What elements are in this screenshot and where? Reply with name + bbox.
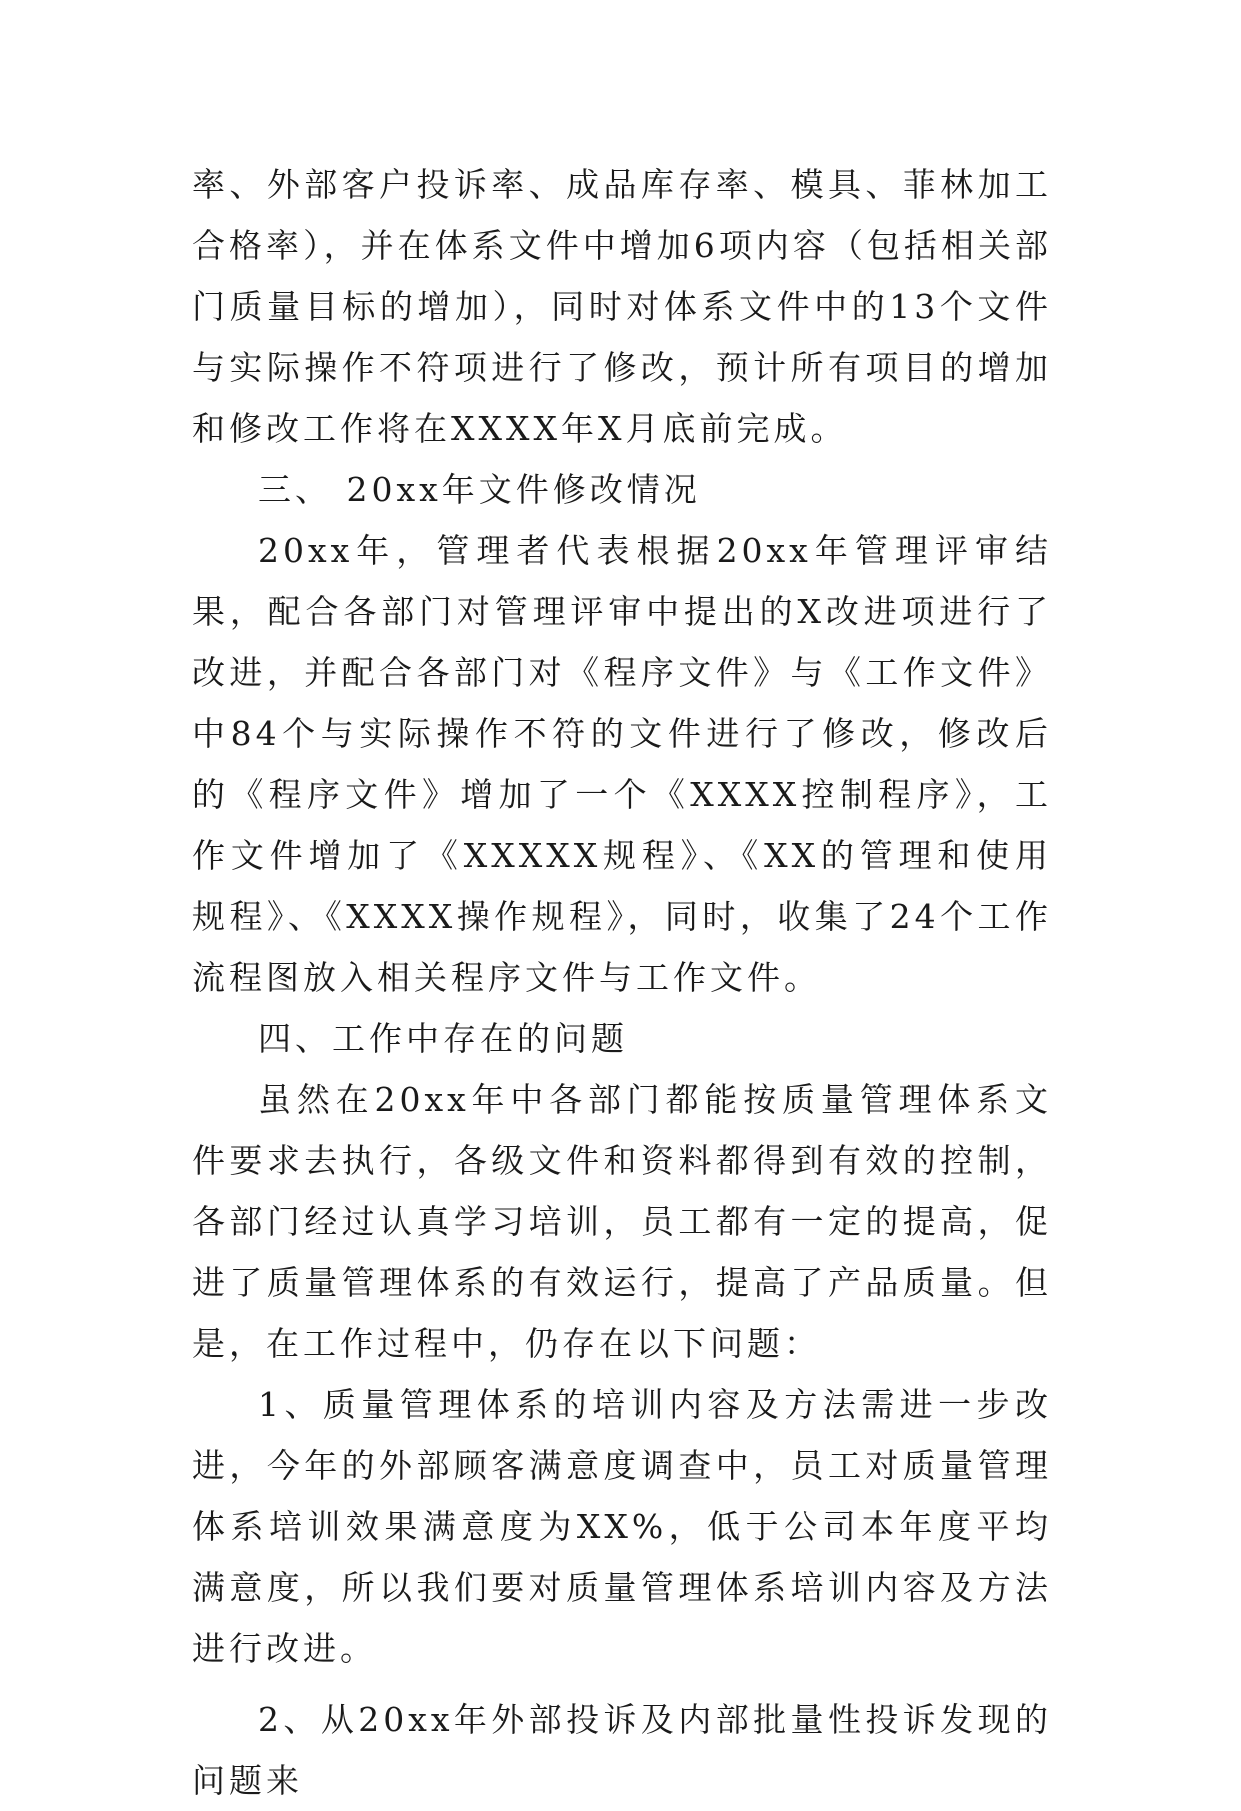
paragraph-quality-targets-continued: 率、外部客户投诉率、成品库存率、模具、菲林加工合格率），并在体系文件中增加6项内容（包括相关部门质量目标的增加），同时对体系文件中的13个文件与实际操作不符项进行了修改，预计所有项目的增加和修改工作将在XXXX年X月底前完成。: [192, 165, 1052, 448]
paragraph-problem-1: 1、质量管理体系的培训内容及方法需进一步改进，今年的外部顾客满意度调查中，员工对质量管理体系培训效果满意度为XX%，低于公司本年度平均满意度，所以我们要对质量管理体系培训内容及方法进行改进。: [192, 1385, 1052, 1668]
paragraph-problems-intro: 虽然在20xx年中各部门都能按质量管理体系文件要求去执行，各级文件和资料都得到有效的控制，各部门经过认真学习培训，员工都有一定的提高，促进了质量管理体系的有效运行，提高了产品质量。但是，在工作过程中，仍存在以下问题：: [192, 1080, 1052, 1363]
section-heading-file-revisions: 三、 20xx年文件修改情况: [258, 470, 701, 509]
paragraph-problem-2: 2、从20xx年外部投诉及内部批量性投诉发现的问题来: [192, 1700, 1052, 1800]
paragraph-file-revisions: 20xx年，管理者代表根据20xx年管理评审结果，配合各部门对管理评审中提出的X改进项进行了改进，并配合各部门对《程序文件》与《工作文件》中84个与实际操作不符的文件进行了修改，修改后的《程序文件》增加了一个《XXXX控制程序》，工作文件增加了《XXXXX规程》、《XX的管理和使用规程》、《XXXX操作规程》，同时，收集了24个工作流程图放入相关程序文件与工作文件。: [192, 531, 1052, 997]
section-heading-problems: 四、工作中存在的问题: [258, 1019, 628, 1058]
document-body: [192, 154, 1052, 1811]
